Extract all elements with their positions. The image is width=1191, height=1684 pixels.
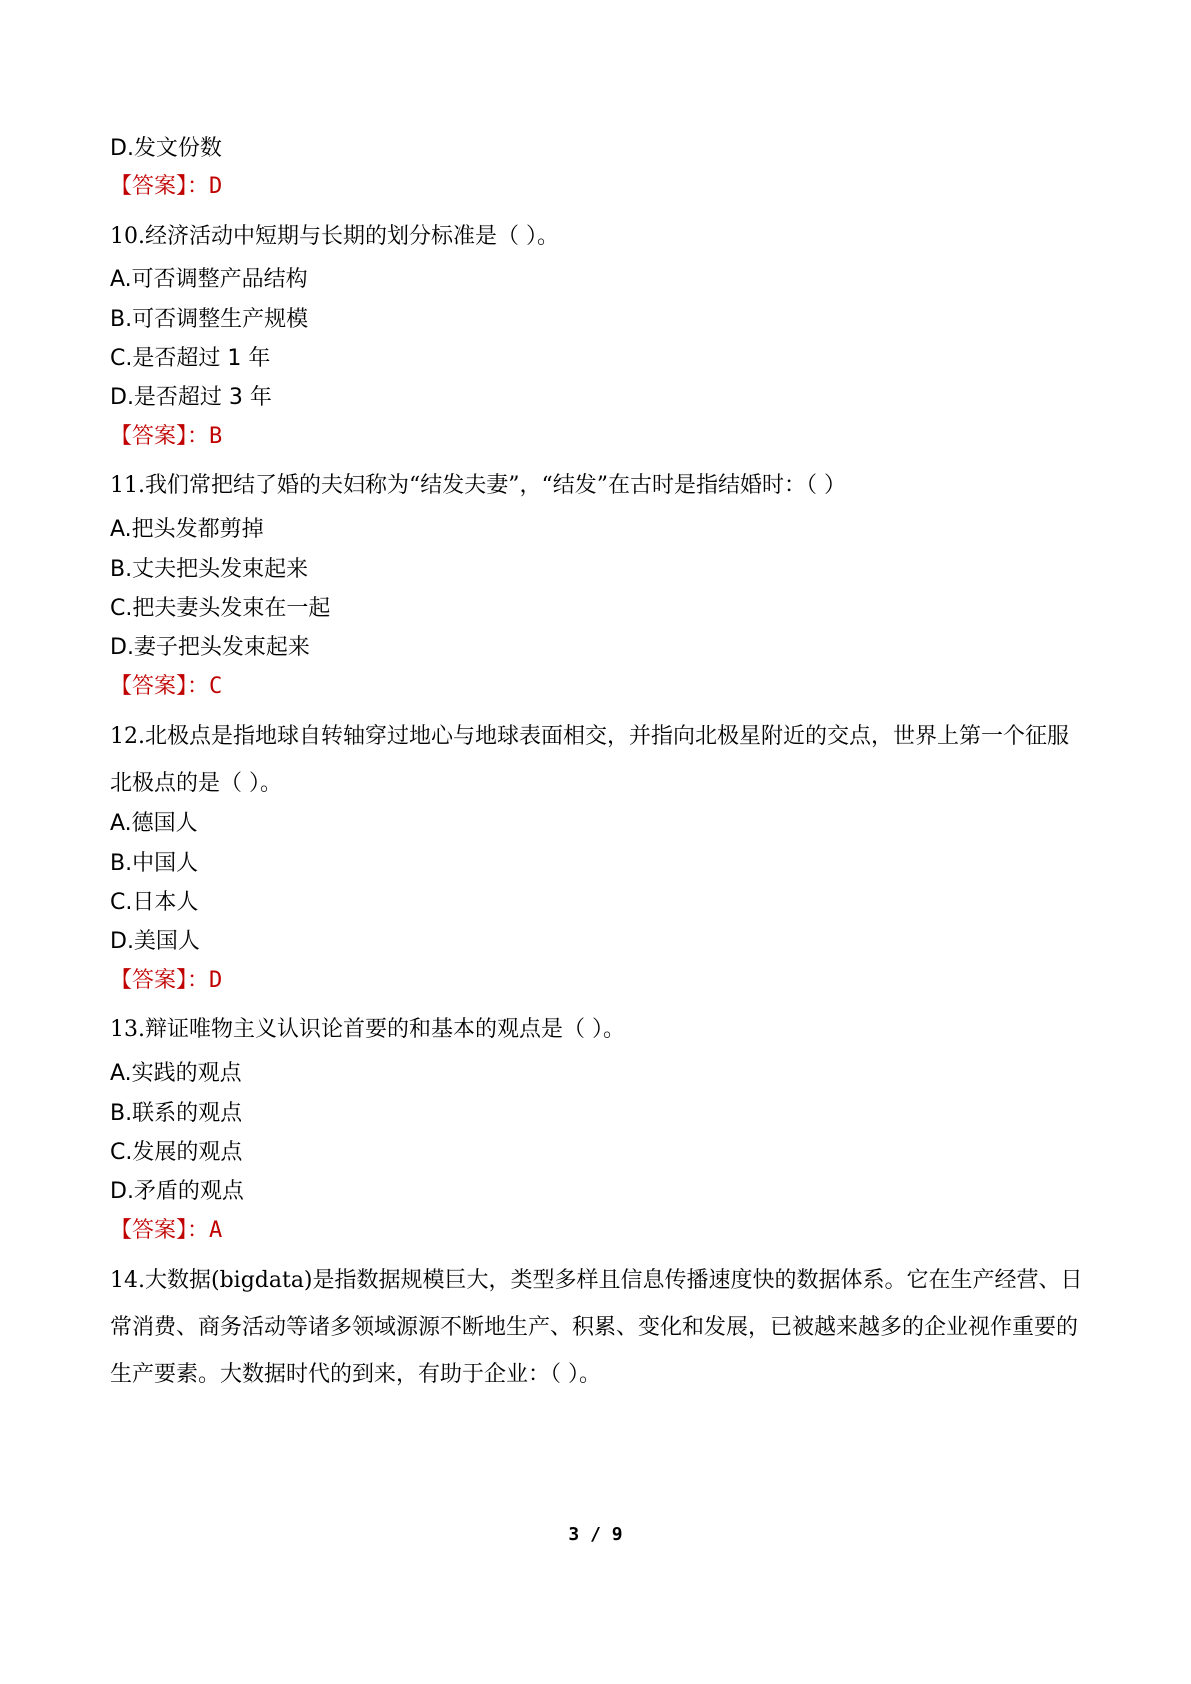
question-11: 11.我们常把结了婚的夫妇称为“结发夫妻”，“结发”在古时是指结婚时：（ ）: [110, 473, 846, 498]
page-indicator: 3 / 9: [568, 1524, 623, 1545]
option-9d: D.发文份数: [110, 136, 222, 161]
question-10: 10.经济活动中短期与长期的划分标准是（ ）。: [110, 224, 559, 249]
option-11b: B.丈夫把头发束起来: [110, 557, 309, 582]
option-10c: C.是否超过 1 年: [110, 346, 271, 371]
question-13: 13.辩证唯物主义认识论首要的和基本的观点是（ ）。: [110, 1017, 625, 1042]
answer-10: 【答案】：B: [110, 424, 223, 449]
option-10d: D.是否超过 3 年: [110, 385, 272, 410]
option-13d: D.矛盾的观点: [110, 1179, 244, 1204]
option-10b: B.可否调整生产规模: [110, 307, 309, 332]
option-10a: A.可否调整产品结构: [110, 267, 308, 292]
option-11a: A.把头发都剪掉: [110, 517, 264, 542]
question-14: 14.大数据(bigdata)是指数据规模巨大，类型多样且信息传播速度快的数据体系。它在生产经营、日常消费、商务活动等诸多领域源源不断地生产、积累、变化和发展，已被越来越多的企业视作重要的生产要素。大数据时代的到来，有助于企业：（ ）。: [110, 1268, 1083, 1387]
option-12d: D.美国人: [110, 929, 200, 954]
answer-13: 【答案】：A: [110, 1218, 223, 1243]
option-13c: C.发展的观点: [110, 1140, 243, 1165]
answer-9: 【答案】：D: [110, 174, 223, 199]
question-12: 12.北极点是指地球自转轴穿过地心与地球表面相交，并指向北极星附近的交点，世界上第一个征服北极点的是（ ）。: [110, 724, 1069, 796]
answer-12: 【答案】：D: [110, 968, 223, 993]
option-13a: A.实践的观点: [110, 1061, 242, 1086]
option-11c: C.把夫妻头发束在一起: [110, 596, 331, 621]
option-11d: D.妻子把头发束起来: [110, 635, 310, 660]
option-12a: A.德国人: [110, 811, 198, 836]
option-12b: B.中国人: [110, 851, 199, 876]
answer-11: 【答案】：C: [110, 674, 223, 699]
option-12c: C.日本人: [110, 890, 199, 915]
option-13b: B.联系的观点: [110, 1101, 243, 1126]
